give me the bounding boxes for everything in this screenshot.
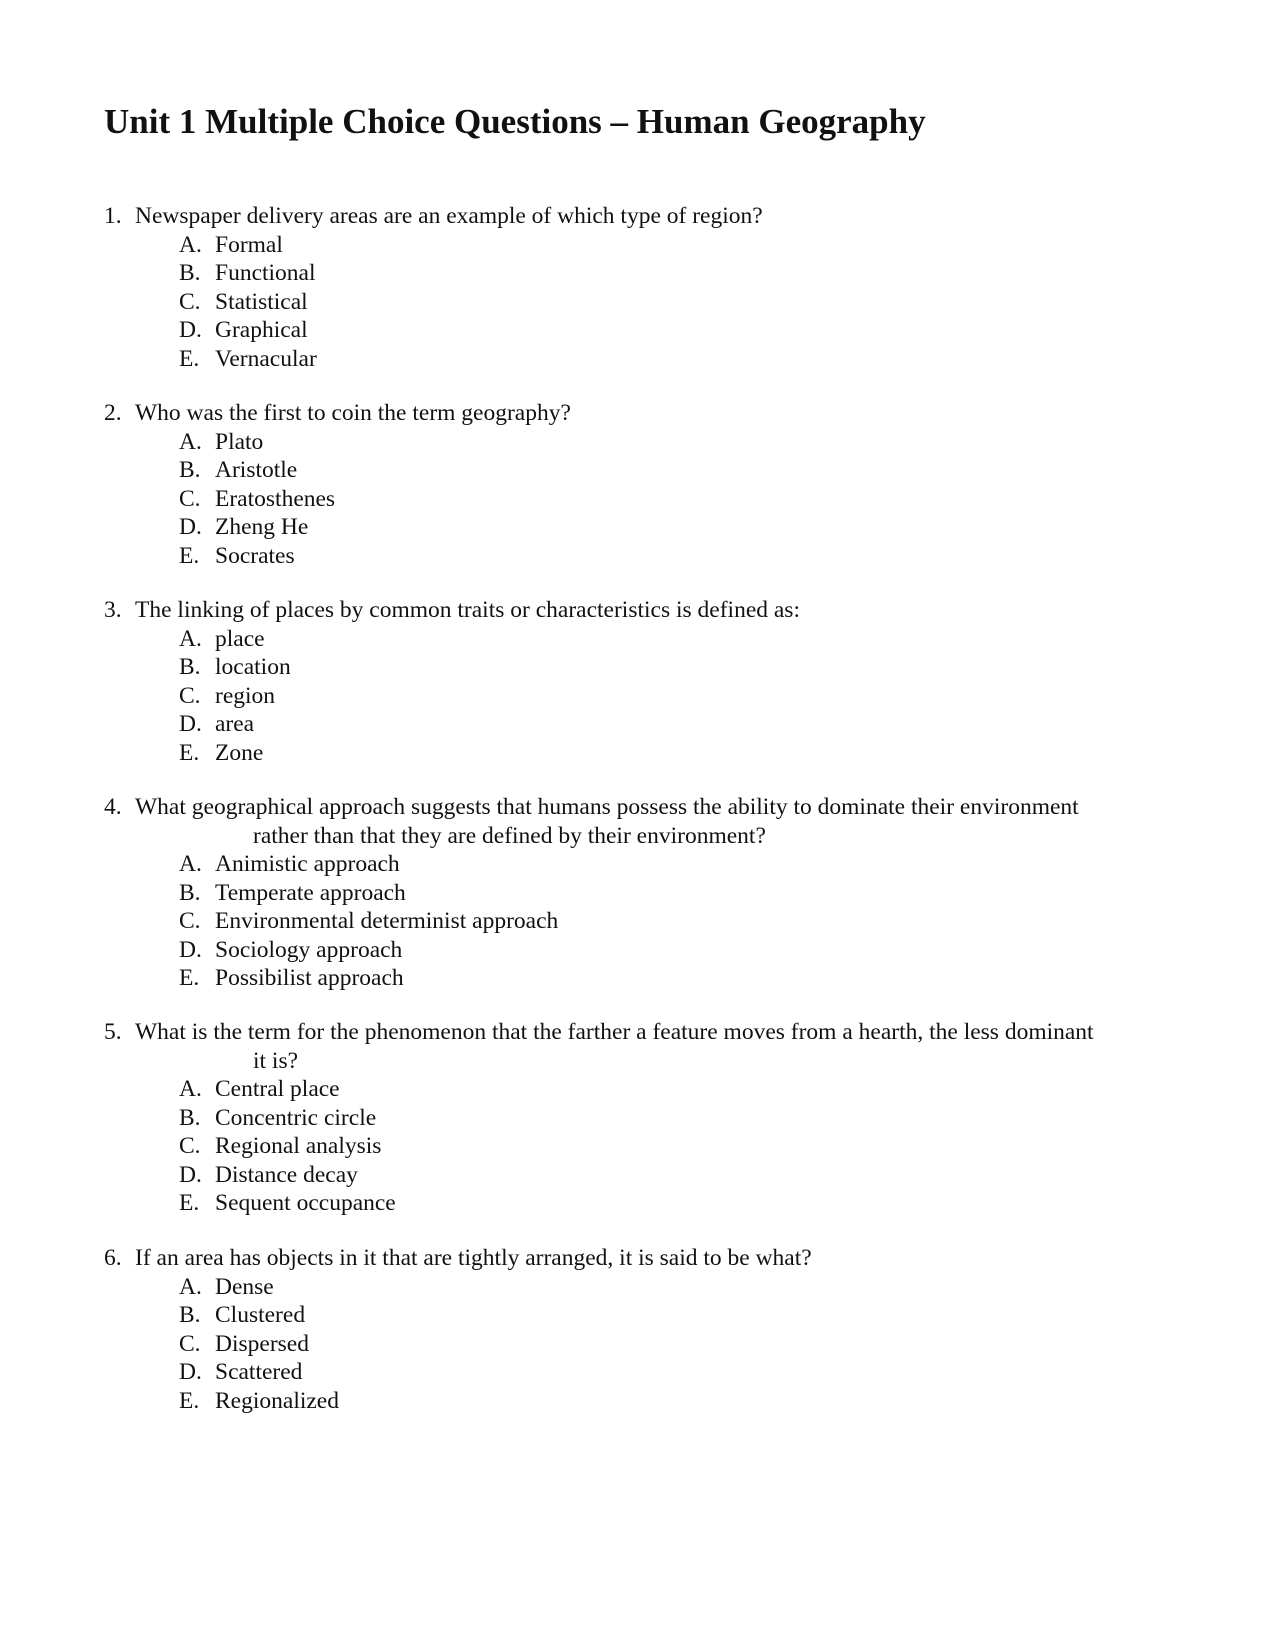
option-c	[104, 1132, 1224, 1161]
question-text: Who was the first to coin the term geography?	[135, 400, 571, 426]
option-a	[104, 850, 1224, 879]
option-b	[104, 456, 1224, 485]
option-letter: C.	[179, 485, 201, 512]
document-title: Unit 1 Multiple Choice Questions – Human Geography	[104, 102, 926, 141]
option-e	[104, 1387, 1224, 1416]
option-letter: D.	[179, 711, 202, 737]
option-letter: B.	[179, 879, 201, 906]
option-letter: B.	[179, 654, 201, 680]
option-text: Eratosthenes	[215, 485, 336, 512]
question-line	[104, 202, 1224, 231]
option-letter: A.	[179, 625, 202, 652]
option-letter: D.	[179, 317, 202, 343]
option-letter: C.	[179, 682, 201, 709]
option-text: Regionalized	[215, 1387, 339, 1414]
question-number: 6.	[104, 1245, 122, 1271]
option-d	[104, 316, 1224, 345]
question-3	[104, 596, 1224, 767]
question-6	[104, 1244, 1224, 1415]
option-letter: D.	[179, 936, 202, 963]
option-text: Statistical	[215, 288, 308, 315]
option-d	[104, 513, 1224, 542]
option-text: Sociology approach	[215, 936, 403, 963]
option-b	[104, 879, 1224, 908]
option-text: Central place	[215, 1076, 340, 1102]
question-line	[104, 793, 1224, 822]
question-number: 3.	[104, 597, 122, 623]
question-text: If an area has objects in it that are tightly arranged, it is said to be what?	[135, 1245, 812, 1271]
option-letter: D.	[179, 514, 202, 540]
option-text: area	[215, 711, 255, 737]
option-e	[104, 1189, 1224, 1218]
question-line	[104, 399, 1224, 428]
question-1	[104, 202, 1224, 373]
option-text: Regional analysis	[215, 1133, 382, 1159]
question-line	[104, 1244, 1224, 1273]
option-text: Sequent occupance	[215, 1190, 396, 1216]
option-text: Scattered	[215, 1359, 303, 1385]
option-b	[104, 1301, 1224, 1330]
question-number: 1.	[104, 203, 122, 229]
option-letter: A.	[179, 231, 202, 258]
option-text: Graphical	[215, 317, 308, 343]
option-text: Animistic approach	[215, 851, 400, 877]
option-c	[104, 485, 1224, 514]
question-line	[104, 596, 1224, 625]
option-text: Environmental determinist approach	[215, 908, 559, 934]
option-text: Temperate approach	[215, 879, 406, 906]
option-text: location	[215, 654, 291, 680]
question-text-continuation: it is?	[253, 1047, 299, 1074]
option-letter: E.	[179, 1190, 200, 1216]
option-text: Vernacular	[215, 345, 317, 372]
option-text: Zone	[215, 739, 264, 766]
option-text: place	[215, 625, 265, 652]
option-c	[104, 288, 1224, 317]
option-letter: C.	[179, 1133, 201, 1159]
option-d	[104, 1161, 1224, 1190]
option-c	[104, 682, 1224, 711]
option-letter: E.	[179, 739, 200, 766]
option-c	[104, 1330, 1224, 1359]
option-text: region	[215, 682, 276, 709]
option-text: Possibilist approach	[215, 965, 404, 991]
option-d	[104, 1358, 1224, 1387]
option-letter: C.	[179, 288, 201, 315]
question-text: The linking of places by common traits or characteristics is defined as:	[135, 597, 800, 623]
option-letter: B.	[179, 260, 201, 286]
option-e	[104, 739, 1224, 768]
option-letter: E.	[179, 542, 200, 569]
option-e	[104, 964, 1224, 993]
option-b	[104, 653, 1224, 682]
option-b	[104, 1104, 1224, 1133]
option-a	[104, 231, 1224, 260]
option-e	[104, 542, 1224, 571]
question-4	[104, 793, 1224, 993]
option-letter: C.	[179, 1330, 201, 1357]
option-letter: C.	[179, 908, 201, 934]
option-a	[104, 625, 1224, 654]
question-2	[104, 399, 1224, 570]
option-letter: A.	[179, 1076, 202, 1102]
option-text: Aristotle	[215, 457, 298, 483]
question-text: Newspaper delivery areas are an example of which type of region?	[135, 203, 763, 229]
option-text: Socrates	[215, 542, 295, 569]
option-text: Functional	[215, 260, 316, 286]
option-letter: D.	[179, 1359, 202, 1385]
option-d	[104, 710, 1224, 739]
option-letter: B.	[179, 1302, 201, 1328]
option-text: Dispersed	[215, 1330, 309, 1357]
option-letter: A.	[179, 428, 202, 455]
option-d	[104, 936, 1224, 965]
question-number: 4.	[104, 794, 122, 820]
option-text: Distance decay	[215, 1161, 358, 1188]
option-a	[104, 1273, 1224, 1302]
option-letter: A.	[179, 1273, 202, 1300]
option-text: Clustered	[215, 1302, 306, 1328]
question-text: What is the term for the phenomenon that the farther a feature moves from a hearth, the less dominant	[135, 1019, 1094, 1045]
question-text-continuation: rather than that they are defined by their environment?	[253, 822, 766, 849]
option-letter: D.	[179, 1161, 202, 1188]
option-e	[104, 345, 1224, 374]
question-number: 2.	[104, 400, 122, 426]
option-b	[104, 259, 1224, 288]
option-c	[104, 907, 1224, 936]
option-letter: E.	[179, 345, 200, 372]
option-letter: E.	[179, 965, 200, 991]
option-letter: A.	[179, 851, 202, 877]
option-a	[104, 1075, 1224, 1104]
question-number: 5.	[104, 1019, 122, 1045]
option-text: Concentric circle	[215, 1104, 377, 1131]
option-a	[104, 428, 1224, 457]
option-text: Zheng He	[215, 514, 309, 540]
option-text: Plato	[215, 428, 264, 455]
question-text: What geographical approach suggests that humans possess the ability to dominate their environment	[135, 794, 1079, 820]
option-letter: B.	[179, 457, 201, 483]
option-letter: E.	[179, 1387, 200, 1414]
option-letter: B.	[179, 1104, 201, 1131]
question-5	[104, 1018, 1224, 1218]
option-text: Dense	[215, 1273, 274, 1300]
option-text: Formal	[215, 231, 283, 258]
question-line	[104, 1018, 1224, 1047]
